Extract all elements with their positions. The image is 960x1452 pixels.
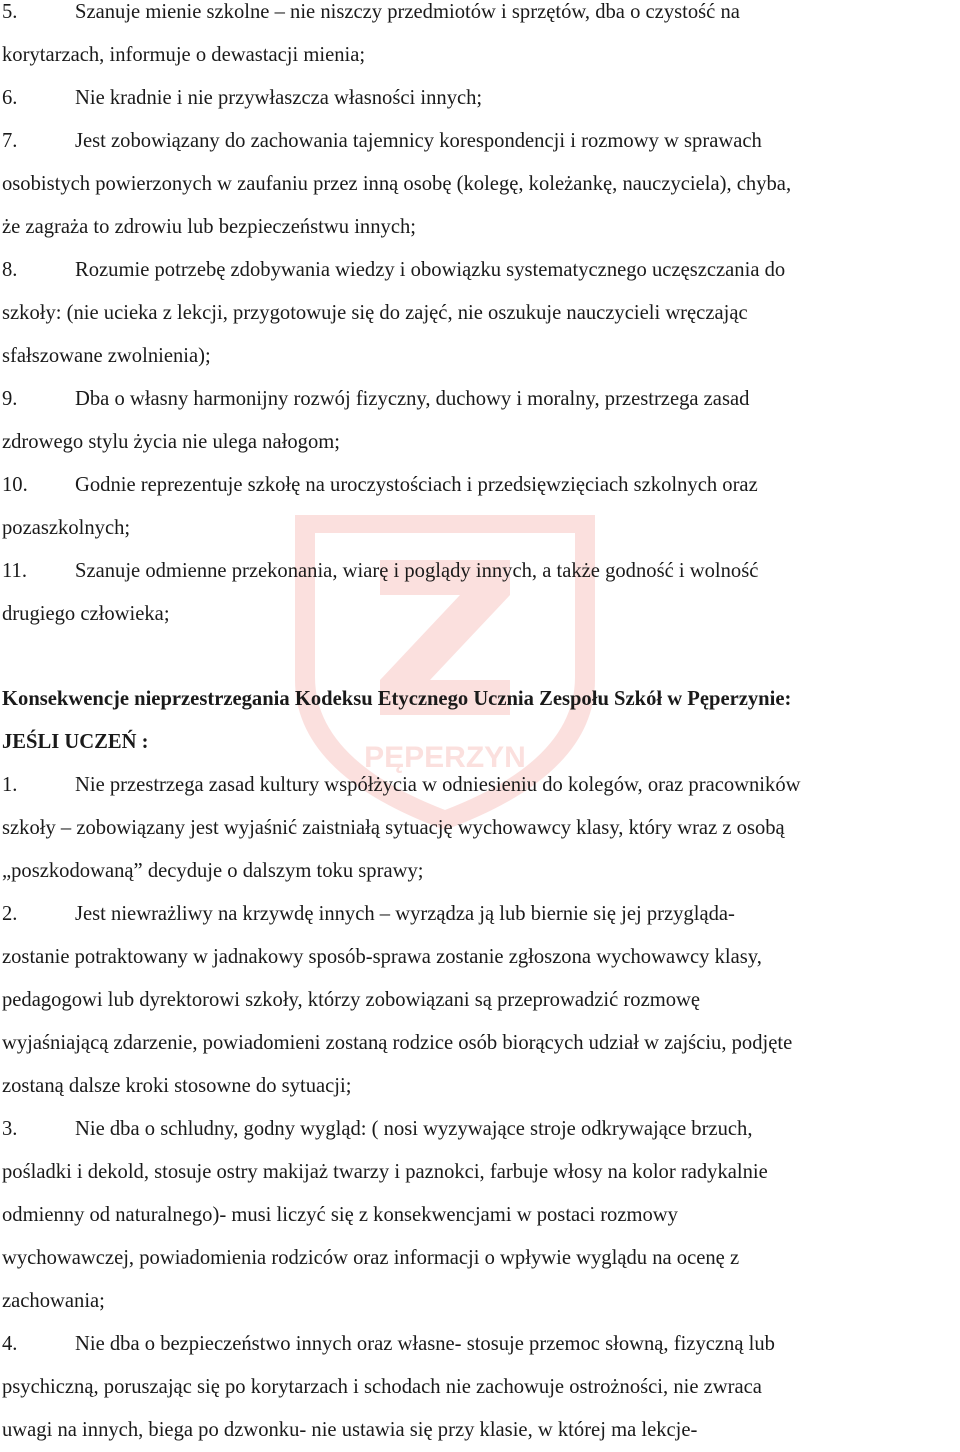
list-item [2,378,958,464]
text-line [2,507,958,550]
item-text: wyjaśniającą zdarzenie, powiadomieni zostaną rodzice osób biorących udział w zajściu, podjęte [2,1032,793,1054]
item-number: 1. [2,774,18,796]
item-text: Rozumie potrzebę zdobywania wiedzy i obowiązku systematycznego uczęszczania do [75,259,786,281]
section-heading: Konsekwencje nieprzestrzegania Kodeksu Etycznego Ucznia Zespołu Szkół w Pęperzynie: [2,688,792,710]
list-item [2,764,958,893]
item-text: odmienny od naturalnego)- musi liczyć się z konsekwencjami w postaci rozmowy [2,1204,678,1226]
item-text: zostanie potraktowany w jadnakowy sposób-sprawa zostanie zgłoszona wychowawcy klasy, [2,946,762,968]
item-text: pozaszkolnych; [2,517,131,539]
text-line [2,979,958,1022]
item-text: Szanuje odmienne przekonania, wiarę i poglądy innych, a także godność i wolność [75,560,759,582]
item-text: sfałszowane zwolnienia); [2,345,211,367]
list-item [2,120,958,249]
item-text: „poszkodowaną” decyduje o dalszym toku sprawy; [2,860,424,882]
item-text: że zagraża to zdrowiu lub bezpieczeństwu innych; [2,216,416,238]
item-text: Nie dba o bezpieczeństwo innych oraz własne- stosuje przemoc słowną, fizyczną lub [75,1333,775,1355]
text-line [2,335,958,378]
text-line [2,1108,958,1151]
text-line [2,1022,958,1065]
item-text: psychiczną, poruszając się po korytarzach i schodach nie zachowuje ostrożności, nie zwraca [2,1376,762,1398]
item-number: 2. [2,903,18,925]
text-line [2,1366,958,1409]
item-text: Godnie reprezentuje szkołę na uroczystościach i przedsięwzięciach szkolnych oraz [75,474,758,496]
item-text: Jest niewrażliwy na krzywdę innych – wyrządza ją lub biernie się jej przygląda- [75,903,735,925]
item-number: 5. [2,1,18,23]
item-number: 9. [2,388,18,410]
item-text: drugiego człowieka; [2,603,170,625]
text-line [2,1409,958,1452]
text-line [2,292,958,335]
item-text: pośladki i dekold, stosuje ostry makijaż twarzy i paznokci, farbuje włosy na kolor radykalnie [2,1161,768,1183]
list-item [2,249,958,378]
text-line [2,1065,958,1108]
text-line [2,77,958,120]
section-subheading: JEŚLI UCZEŃ : [2,731,149,753]
item-text: zdrowego stylu życia nie ulega nałogom; [2,431,340,453]
item-number: 3. [2,1118,18,1140]
item-text: osobistych powierzonych w zaufaniu przez inną osobę (kolegę, koleżankę, nauczyciela), chyba, [2,173,792,195]
list-item [2,1323,958,1452]
item-text: wychowawczej, powiadomienia rodziców oraz informacji o wpływie wyglądu na ocenę z [2,1247,740,1269]
list-item [2,0,958,77]
student-duties-list [2,0,958,636]
item-text: uwagi na innych, biega po dzwonku- nie ustawia się przy klasie, w której ma lekcje- [2,1419,698,1441]
item-text: Dba o własny harmonijny rozwój fizyczny, duchowy i moralny, przestrzega zasad [75,388,750,410]
text-line [2,464,958,507]
list-item [2,464,958,550]
list-item [2,77,958,120]
item-number: 10. [2,474,28,496]
text-line [2,120,958,163]
text-line [2,550,958,593]
item-number: 4. [2,1333,18,1355]
item-text: Nie przestrzega zasad kultury współżycia w odniesieniu do kolegów, oraz pracowników [75,774,801,796]
text-line [2,249,958,292]
item-text: pedagogowi lub dyrektorowi szkoły, którzy zobowiązani są przeprowadzić rozmowę [2,989,701,1011]
item-number: 6. [2,87,18,109]
text-line [2,807,958,850]
text-line [2,764,958,807]
item-text: zachowania; [2,1290,105,1312]
list-item [2,550,958,636]
text-line [2,936,958,979]
item-text: korytarzach, informuje o dewastacji mienia; [2,44,366,66]
text-line [2,1237,958,1280]
section-spacer [2,636,958,678]
list-item [2,893,958,1108]
text-line [2,421,958,464]
text-line [2,1151,958,1194]
text-line [2,0,958,34]
text-line [2,850,958,893]
text-line [2,378,958,421]
text-line [2,1280,958,1323]
text-line [2,1194,958,1237]
document-body [2,0,958,1452]
item-text: zostaną dalsze kroki stosowne do sytuacji; [2,1075,352,1097]
list-item [2,1108,958,1323]
item-text: Szanuje mienie szkolne – nie niszczy przedmiotów i sprzętów, dba o czystość na [75,1,740,23]
text-line [2,163,958,206]
text-line [2,34,958,77]
text-line [2,593,958,636]
item-number: 7. [2,130,18,152]
item-text: szkoły – zobowiązany jest wyjaśnić zaistniałą sytuację wychowawcy klasy, który wraz z osobą [2,817,785,839]
text-line [2,206,958,249]
item-number: 8. [2,259,18,281]
text-line [2,1323,958,1366]
consequences-list [2,764,958,1452]
item-text: Jest zobowiązany do zachowania tajemnicy korespondencji i rozmowy w sprawach [75,130,762,152]
text-line [2,893,958,936]
item-text: szkoły: (nie ucieka z lekcji, przygotowuje się do zajęć, nie oszukuje nauczycieli wręczając [2,302,748,324]
watermark-text: PĘPERZYN [364,741,526,774]
item-number: 11. [2,560,27,582]
item-text: Nie dba o schludny, godny wygląd: ( nosi wyzywające stroje odkrywające brzuch, [75,1118,753,1140]
item-text: Nie kradnie i nie przywłaszcza własności innych; [75,87,483,109]
